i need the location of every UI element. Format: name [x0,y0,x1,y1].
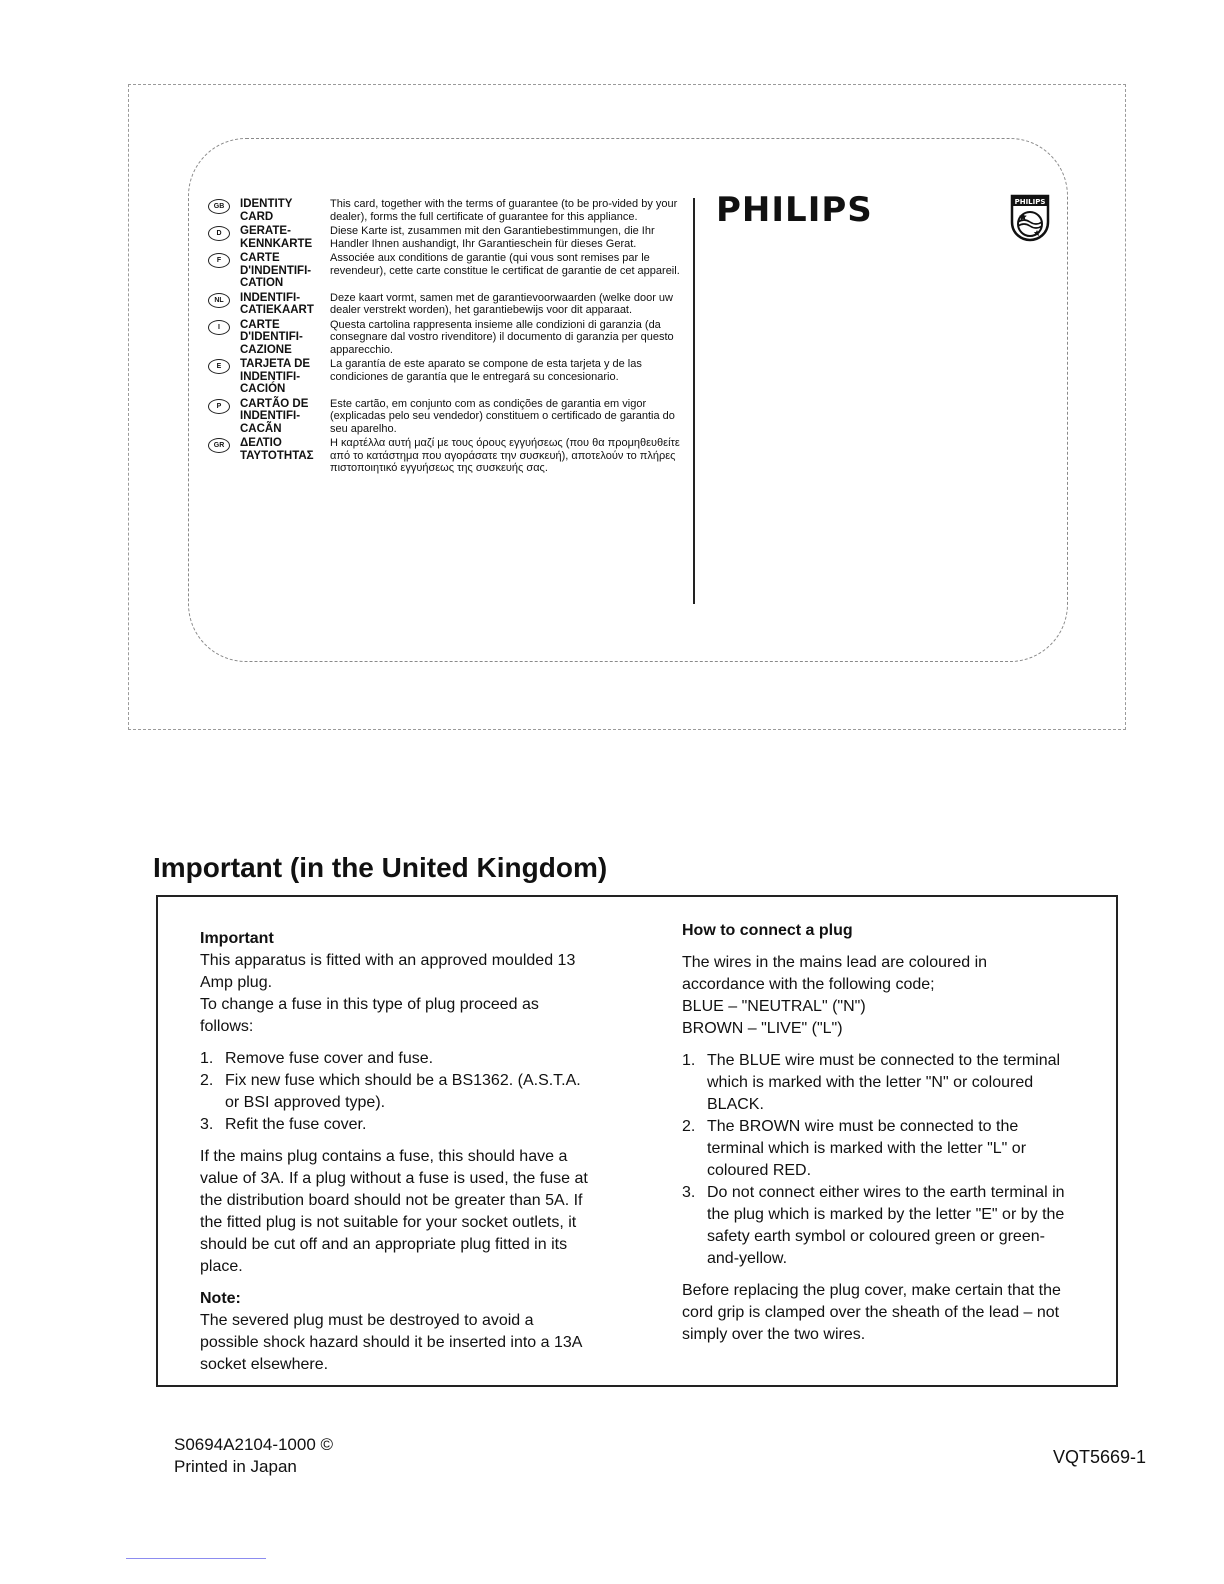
language-badge-icon: I [208,320,230,335]
identity-row-d [208,225,690,250]
identity-row-title: INDENTIFI- CATIEKAART [240,291,314,316]
language-badge-icon: E [208,359,230,374]
plug-connection-column [682,920,1070,1346]
identity-row-title: CARTE D'INDENTIFI- CATION [240,252,312,289]
wire-colour-intro: The wires in the mains lead are coloured in accordance with the following code; [682,954,988,993]
identity-row-text: Este cartão, em conjunto com as condições de garantia em vigor (explicadas pelo seu vendedor) constituem o certificado de garantia do seu aparelho. [330,397,675,435]
print-code: S0694A2104-1000 © [174,1435,334,1454]
list-item [200,1070,590,1114]
connect-plug-subheading: How to connect a plug [682,922,853,939]
list-item [200,1114,590,1136]
note-heading: Note: [200,1290,241,1307]
fuse-rating-paragraph: If the mains plug contains a fuse, this should have a value of 3A. If a plug without a fuse is used, the fuse at the distribution board should not be greater than 5A. If the fitted plug is not suitable for your socket outlets, it should be cut off and an appropriate plug fitted in its place. [200,1148,588,1275]
step-number: 3. [682,1184,696,1201]
language-badge-icon: F [208,253,230,268]
step-text: Refit the fuse cover. [225,1116,367,1133]
fuse-change-intro: To change a fuse in this type of plug proceed as follows: [200,996,539,1035]
language-badge-icon: D [208,226,230,241]
plug-intro-text: This apparatus is fitted with an approved moulded 13 Amp plug. [200,952,576,991]
identity-row-text: La garantía de este aparato se compone de esta tarjeta y de las condiciones de garantía que le entregará su concesionario. [330,358,642,383]
step-number: 1. [682,1052,696,1069]
language-badge-icon: NL [208,293,230,308]
identity-row-p [208,398,690,436]
step-text: Fix new fuse which should be a BS1362. (A.S.T.A. or BSI approved type). [225,1072,581,1111]
list-item [682,1182,1070,1270]
fuse-steps-list [200,1048,590,1136]
identity-row-title: IDENTITY CARD [240,198,293,223]
bottom-rule [126,1558,266,1559]
identity-row-gb [208,198,690,223]
identity-row-e [208,358,690,396]
shield-wordmark: PHILIPS [1014,198,1046,206]
step-text: Do not connect either wires to the earth terminal in the plug which is marked by the letter "E" or by the safety earth symbol or coloured green or green-and-yellow. [707,1184,1065,1267]
identity-row-i [208,319,690,357]
step-text: The BROWN wire must be connected to the terminal which is marked with the letter "L" or coloured RED. [707,1118,1027,1179]
language-badge-icon: GB [208,199,230,214]
identity-row-text: Deze kaart vormt, samen met de garantievoorwaarden (welke door uw dealer verstrekt worden), het garantiebewijs voor dit apparaat. [330,291,673,316]
identity-row-title: CARTÃO DE INDENTIFI- CACÃN [240,397,309,435]
list-item [682,1050,1070,1116]
philips-wordmark: PHILIPS [716,190,873,230]
identity-row-nl [208,292,690,317]
step-number: 2. [682,1118,696,1135]
document-reference: VQT5669-1 [1052,1447,1146,1467]
list-item [682,1116,1070,1182]
identity-row-text: Diese Karte ist, zusammen mit den Garantiebestimmungen, die Ihr Handler Ihnen aushandigt, Ihr Garantieschein für dieses Gerat. [330,225,655,250]
identity-card-language-list [208,198,690,477]
identity-row-text: Questa cartolina rappresenta insieme alle condizioni di garanzia (da consegnare dal vostro rivenditore) il documento di garanzia per questo apparecchio. [330,318,674,356]
identity-row-gr [208,437,690,475]
identity-row-title: GERATE- KENNKARTE [240,225,313,250]
step-number: 3. [200,1116,214,1133]
identity-row-title: ΔΕΛΤΙΟ ΤΑΥΤΟΤΗΤΑΣ [240,437,314,462]
important-subheading: Important [200,930,274,947]
step-text: Remove fuse cover and fuse. [225,1050,434,1067]
wiring-steps-list [682,1050,1070,1270]
printed-in-label: Printed in Japan [174,1457,297,1476]
identity-row-title: CARTE D'IDENTIFI- CAZIONE [240,318,303,356]
list-item [200,1048,590,1070]
identity-row-f [208,252,690,290]
brown-wire-code: BROWN – "LIVE" ("L") [682,1020,843,1037]
document-code [174,1434,333,1478]
identity-card-divider [693,198,695,604]
blue-wire-code: BLUE – "NEUTRAL" ("N") [682,998,866,1015]
step-number: 1. [200,1050,214,1067]
language-badge-icon: P [208,399,230,414]
note-text: The severed plug must be destroyed to avoid a possible shock hazard should it be inserted into a 13A socket elsewhere. [200,1312,582,1373]
philips-shield-logo-icon [1010,194,1050,242]
identity-row-text: Η καρτέλλα αυτή μαζί με τους όρους εγγυήσεως (που θα προμηθευθείτε από το κατάστημα που αγοράσατε την συσκευή), αποτελούν το πλήρες πιστοποιητικό εγγυήσεως της συσκευής σας. [330,437,680,474]
identity-row-text: Associée aux conditions de garantie (qui vous sont remises par le revendeur), cette carte constitue le certificat de garantie de cet appareil. [330,252,680,277]
identity-row-text: This card, together with the terms of guarantee (to be pro-vided by your dealer), forms the full certificate of guarantee for this appliance. [330,198,678,223]
step-number: 2. [200,1072,214,1089]
language-badge-icon: GR [208,438,230,453]
fuse-instructions-column [200,928,590,1376]
step-text: The BLUE wire must be connected to the terminal which is marked with the letter "N" or coloured BLACK. [707,1052,1061,1113]
identity-row-title: TARJETA DE INDENTIFI- CACIÓN [240,358,311,395]
uk-section-heading: Important (in the United Kingdom) [153,852,608,883]
closing-paragraph: Before replacing the plug cover, make certain that the cord grip is clamped over the sheath of the lead – not simply over the two wires. [682,1282,1061,1343]
